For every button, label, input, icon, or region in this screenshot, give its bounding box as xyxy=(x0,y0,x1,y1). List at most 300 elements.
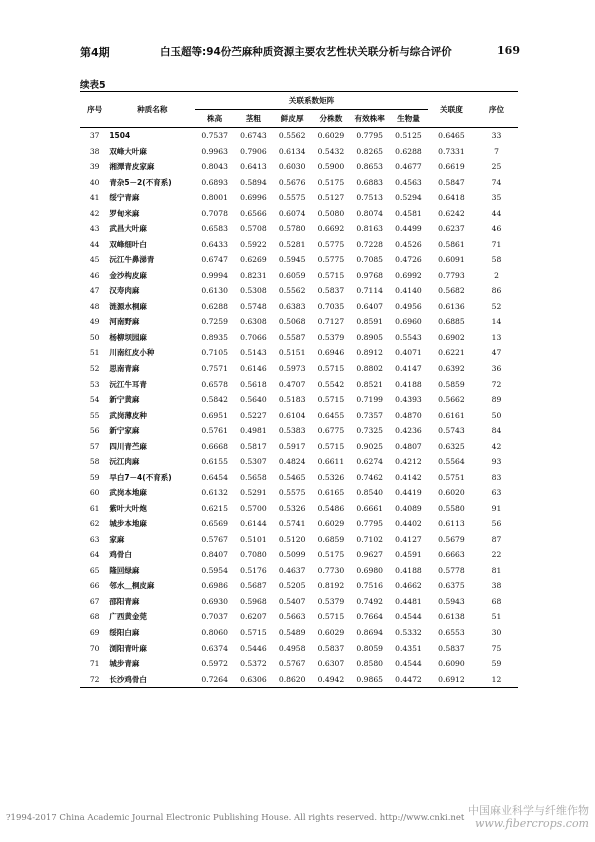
cell-coefficient: 0.5446 xyxy=(240,643,267,653)
cell-germplasm-name: 川南红皮小种 xyxy=(109,348,155,358)
cell-coefficient: 0.8580 xyxy=(356,659,383,669)
table-row xyxy=(80,283,518,299)
cell-coefficient: 0.5837 xyxy=(317,286,345,296)
cell-coefficient: 0.8905 xyxy=(356,332,383,342)
cell-coefficient: 0.5715 xyxy=(317,270,345,280)
cell-coefficient: 0.7080 xyxy=(240,550,267,560)
cell-coefficient: 0.6383 xyxy=(278,301,306,311)
cell-coefficient: 0.5281 xyxy=(278,239,306,249)
cell-degree: 0.6136 xyxy=(438,301,465,311)
cell-seq: 45 xyxy=(89,255,100,265)
cell-rank: 58 xyxy=(491,255,502,265)
cell-degree: 0.7793 xyxy=(438,270,465,280)
cell-coefficient: 0.6155 xyxy=(201,457,228,467)
cell-coefficient: 0.4581 xyxy=(395,208,422,218)
table-row xyxy=(80,361,518,377)
cell-coefficient: 0.6583 xyxy=(201,224,228,234)
cell-degree: 0.7331 xyxy=(438,146,465,156)
cell-coefficient: 0.6986 xyxy=(201,581,228,591)
cell-coefficient: 0.4140 xyxy=(395,286,422,296)
cell-coefficient: 0.6930 xyxy=(201,596,228,606)
cell-coefficient: 0.7105 xyxy=(201,348,228,358)
cell-coefficient: 0.7259 xyxy=(201,317,228,327)
table-row xyxy=(80,609,518,625)
cell-degree: 0.5943 xyxy=(438,596,465,606)
cell-degree: 0.5682 xyxy=(438,286,465,296)
cell-coefficient: 0.6692 xyxy=(317,224,345,234)
cell-coefficient: 0.5291 xyxy=(240,488,267,498)
table-row xyxy=(80,439,518,455)
cell-coefficient: 0.7199 xyxy=(356,395,383,405)
cell-coefficient: 0.5618 xyxy=(240,379,267,389)
cell-germplasm-name: 早白7－4(不育系) xyxy=(109,472,172,482)
cell-coefficient: 0.5708 xyxy=(240,224,267,234)
cell-germplasm-name: 河南野麻 xyxy=(109,317,140,327)
cell-seq: 60 xyxy=(89,488,100,498)
cell-germplasm-name: 双峰大叶麻 xyxy=(109,146,147,156)
cell-coefficient: 0.6132 xyxy=(201,488,228,498)
cell-degree: 0.5679 xyxy=(438,534,465,544)
cell-germplasm-name: 鸡骨白 xyxy=(109,550,132,560)
cell-coefficient: 0.6030 xyxy=(278,162,306,172)
cell-seq: 56 xyxy=(89,426,100,436)
cell-coefficient: 0.5954 xyxy=(201,565,228,575)
cell-degree: 0.5743 xyxy=(438,426,465,436)
cell-coefficient: 0.6104 xyxy=(278,410,306,420)
cell-coefficient: 0.6306 xyxy=(234,672,273,688)
cell-coefficient: 0.4807 xyxy=(395,441,422,451)
cell-coefficient: 0.4726 xyxy=(395,255,422,265)
cell-coefficient: 0.5227 xyxy=(240,410,267,420)
cell-seq: 48 xyxy=(89,301,100,311)
cell-coefficient: 0.9025 xyxy=(356,441,383,451)
cell-rank: 36 xyxy=(491,363,502,373)
cell-coefficient: 0.8935 xyxy=(201,332,228,342)
cell-coefficient: 0.9768 xyxy=(356,270,383,280)
cell-coefficient: 0.4677 xyxy=(395,162,422,172)
cell-coefficient: 0.7066 xyxy=(240,332,267,342)
cell-coefficient: 0.8407 xyxy=(201,550,228,560)
cell-coefficient: 0.7102 xyxy=(356,534,383,544)
cell-coefficient: 0.5486 xyxy=(317,503,345,513)
cell-coefficient: 0.5761 xyxy=(201,426,228,436)
col-header-matrix: 关联系数矩阵 xyxy=(195,92,428,110)
table-row xyxy=(80,252,518,268)
cell-seq: 49 xyxy=(89,317,100,327)
cell-rank: 12 xyxy=(475,672,518,688)
cell-coefficient: 0.7795 xyxy=(356,131,383,140)
article-title: 白玉超等:94份苎麻种质资源主要农艺性状关联分析与综合评价 xyxy=(160,46,452,58)
cell-coefficient: 0.8591 xyxy=(356,317,383,327)
cell-coefficient: 0.9994 xyxy=(201,270,228,280)
cell-coefficient: 0.7516 xyxy=(356,581,383,591)
cell-germplasm-name: 城步本地麻 xyxy=(109,519,147,529)
table-row xyxy=(80,641,518,657)
cell-germplasm-name: 武昌大叶麻 xyxy=(109,224,147,234)
table-row xyxy=(80,532,518,548)
cell-coefficient: 0.6274 xyxy=(356,457,383,467)
cell-rank: 68 xyxy=(491,596,502,606)
cell-coefficient: 0.6859 xyxy=(317,534,345,544)
cell-coefficient: 0.6747 xyxy=(201,255,228,265)
cell-coefficient: 0.6288 xyxy=(201,301,228,311)
cell-coefficient: 0.4472 xyxy=(389,672,428,688)
cell-coefficient: 0.5775 xyxy=(317,239,345,249)
cell-germplasm-name: 思南青麻 xyxy=(109,363,140,373)
table-row xyxy=(80,237,518,253)
watermark-line-2: www.fibercrops.com xyxy=(474,817,589,830)
cell-coefficient: 0.6960 xyxy=(395,317,422,327)
cell-germplasm-name: 武岗薄皮种 xyxy=(109,410,147,420)
cell-coefficient: 0.7906 xyxy=(240,146,267,156)
cell-coefficient: 0.5543 xyxy=(395,332,422,342)
cell-coefficient: 0.8694 xyxy=(356,628,383,637)
cell-coefficient: 0.6207 xyxy=(240,612,267,622)
table-row xyxy=(80,377,518,393)
table-row xyxy=(80,516,518,532)
cell-germplasm-name: 杨柳坝园麻 xyxy=(109,332,147,342)
cell-rank: 84 xyxy=(491,426,502,436)
cell-coefficient: 0.5099 xyxy=(278,550,306,560)
cell-degree: 0.6113 xyxy=(438,519,465,529)
cell-germplasm-name: 金沙构皮麻 xyxy=(109,270,147,280)
table-row xyxy=(80,485,518,501)
cell-coefficient: 0.5575 xyxy=(278,488,306,498)
cell-rank: 14 xyxy=(491,317,502,327)
cell-rank: 47 xyxy=(491,348,502,358)
cell-coefficient: 0.6883 xyxy=(356,177,383,187)
cell-coefficient: 0.4956 xyxy=(395,301,422,311)
cell-coefficient: 0.8001 xyxy=(201,193,228,203)
cell-degree: 0.6325 xyxy=(438,441,465,451)
cell-seq: 40 xyxy=(89,177,100,187)
cell-degree: 0.5564 xyxy=(438,457,465,467)
cell-germplasm-name: 家麻 xyxy=(109,534,125,544)
cell-rank: 86 xyxy=(491,286,502,296)
cell-coefficient: 0.4351 xyxy=(395,643,422,653)
cell-germplasm-name: 双峰细叶白 xyxy=(109,239,147,249)
cell-coefficient: 0.5715 xyxy=(317,612,345,622)
cell-rank: 56 xyxy=(491,519,502,529)
cell-coefficient: 0.6134 xyxy=(278,146,306,156)
cell-coefficient: 0.5183 xyxy=(278,395,306,405)
cell-germplasm-name: 隆回绿麻 xyxy=(109,565,140,575)
cell-coefficient: 0.9963 xyxy=(201,146,228,156)
cell-coefficient: 0.7664 xyxy=(356,612,383,622)
cell-seq: 62 xyxy=(89,519,100,529)
cell-seq: 51 xyxy=(89,348,100,358)
cell-coefficient: 0.4188 xyxy=(395,379,422,389)
cell-coefficient: 0.6980 xyxy=(356,565,383,575)
cell-rank: 72 xyxy=(491,379,502,389)
cell-coefficient: 0.5945 xyxy=(278,255,306,265)
cell-seq: 44 xyxy=(89,239,100,249)
cell-coefficient: 0.9865 xyxy=(350,672,389,688)
cell-coefficient: 0.5658 xyxy=(240,472,267,482)
cell-rank: 50 xyxy=(491,410,502,420)
cell-coefficient: 0.7513 xyxy=(356,193,383,203)
cell-degree: 0.5580 xyxy=(438,503,465,513)
cell-seq: 69 xyxy=(89,628,100,637)
cell-coefficient: 0.4544 xyxy=(395,659,422,669)
cell-coefficient: 0.5332 xyxy=(395,628,422,637)
cell-coefficient: 0.6029 xyxy=(317,519,345,529)
cell-coefficient: 0.5465 xyxy=(278,472,306,482)
cell-rank: 87 xyxy=(491,534,502,544)
cell-coefficient: 0.5127 xyxy=(317,193,345,203)
table-row xyxy=(80,190,518,206)
cell-coefficient: 0.5775 xyxy=(317,255,345,265)
cell-coefficient: 0.6611 xyxy=(317,457,345,467)
cell-germplasm-name: 绥阳白麻 xyxy=(109,628,140,637)
cell-coefficient: 0.8540 xyxy=(356,488,383,498)
cell-coefficient: 0.7264 xyxy=(195,672,234,688)
cell-coefficient: 0.5326 xyxy=(317,472,345,482)
cell-coefficient: 0.6407 xyxy=(356,301,383,311)
cell-seq: 46 xyxy=(89,270,100,280)
cell-coefficient: 0.5922 xyxy=(240,239,267,249)
col-header-degree: 关联度 xyxy=(428,92,475,128)
cell-coefficient: 0.8043 xyxy=(201,162,228,172)
cell-coefficient: 0.6578 xyxy=(201,379,228,389)
cell-germplasm-name: 青杂5－2(不育系) xyxy=(109,177,172,187)
cell-coefficient: 0.8060 xyxy=(201,628,228,637)
col-header-effective-rate: 有效株率 xyxy=(350,110,389,128)
cell-coefficient: 0.5379 xyxy=(317,596,345,606)
cell-germplasm-name: 汉寿肉麻 xyxy=(109,286,140,296)
table-row xyxy=(80,268,518,284)
cell-coefficient: 0.6566 xyxy=(240,208,267,218)
table-body xyxy=(80,128,518,688)
cell-coefficient: 0.8265 xyxy=(356,146,383,156)
cell-rank: 59 xyxy=(491,659,502,669)
cell-coefficient: 0.7730 xyxy=(317,565,345,575)
cell-coefficient: 0.5308 xyxy=(240,286,267,296)
cell-coefficient: 0.9627 xyxy=(356,550,383,560)
cell-coefficient: 0.5562 xyxy=(278,131,306,140)
cell-coefficient: 0.5715 xyxy=(317,441,345,451)
table-row xyxy=(80,423,518,439)
cell-coefficient: 0.5151 xyxy=(278,348,306,358)
cell-coefficient: 0.5640 xyxy=(240,395,267,405)
cell-rank: 42 xyxy=(491,441,502,451)
cell-coefficient: 0.4544 xyxy=(395,612,422,622)
cell-degree: 0.6090 xyxy=(438,659,465,669)
issue-number: 第4期 xyxy=(80,46,110,59)
cell-rank: 71 xyxy=(491,239,502,249)
cell-coefficient: 0.5676 xyxy=(278,177,306,187)
cell-coefficient: 0.7492 xyxy=(356,596,383,606)
cell-coefficient: 0.4499 xyxy=(395,224,422,234)
col-header-plant-height: 株高 xyxy=(195,110,234,128)
col-header-name: 种质名称 xyxy=(109,92,195,128)
cell-coefficient: 0.4212 xyxy=(395,457,422,467)
cell-coefficient: 0.7114 xyxy=(356,286,383,296)
cell-coefficient: 0.6059 xyxy=(278,270,306,280)
site-watermark xyxy=(468,804,589,830)
cell-rank: 93 xyxy=(491,457,502,467)
cell-coefficient: 0.5101 xyxy=(240,534,267,544)
cell-germplasm-name: 沅江牛鼻涕青 xyxy=(109,255,155,265)
cell-seq: 47 xyxy=(89,286,100,296)
cell-coefficient: 0.7795 xyxy=(356,519,383,529)
table-row xyxy=(80,159,518,175)
cell-germplasm-name: 沅江肉麻 xyxy=(109,457,140,467)
cell-germplasm-name: 长沙鸡骨白 xyxy=(109,672,195,688)
cell-degree: 0.6902 xyxy=(438,332,465,342)
cell-coefficient: 0.5175 xyxy=(317,550,345,560)
cell-coefficient: 0.4481 xyxy=(395,596,422,606)
cell-coefficient: 0.5120 xyxy=(278,534,306,544)
page-number: 169 xyxy=(497,44,520,57)
cell-coefficient: 0.5842 xyxy=(201,395,228,405)
cell-coefficient: 0.5780 xyxy=(278,224,306,234)
table-row xyxy=(80,594,518,610)
cell-germplasm-name: 绥宁青麻 xyxy=(109,193,140,203)
cell-coefficient: 0.6946 xyxy=(317,348,345,358)
cell-coefficient: 0.8912 xyxy=(356,348,383,358)
cell-coefficient: 0.4089 xyxy=(395,503,422,513)
cell-coefficient: 0.5383 xyxy=(278,426,306,436)
cell-coefficient: 0.6775 xyxy=(317,426,345,436)
cell-degree: 0.6375 xyxy=(438,581,465,591)
cell-rank: 74 xyxy=(491,177,502,187)
cell-coefficient: 0.5432 xyxy=(317,146,345,156)
cell-degree: 0.6242 xyxy=(438,208,465,218)
cell-seq: 57 xyxy=(89,441,100,451)
cell-coefficient: 0.4236 xyxy=(395,426,422,436)
cell-seq: 71 xyxy=(89,659,100,669)
cell-coefficient: 0.4142 xyxy=(395,472,422,482)
cell-seq: 50 xyxy=(89,332,100,342)
table-row xyxy=(80,314,518,330)
cell-coefficient: 0.4637 xyxy=(278,565,306,575)
cell-coefficient: 0.7357 xyxy=(356,410,383,420)
cell-degree: 0.6161 xyxy=(438,410,465,420)
cell-coefficient: 0.4071 xyxy=(395,348,422,358)
table-row xyxy=(80,392,518,408)
cell-coefficient: 0.6569 xyxy=(201,519,228,529)
cell-degree: 0.5847 xyxy=(438,177,465,187)
cell-seq: 53 xyxy=(89,379,100,389)
cell-rank: 22 xyxy=(491,550,502,560)
cell-coefficient: 0.8802 xyxy=(356,363,383,373)
cell-degree: 0.5662 xyxy=(438,395,465,405)
cell-rank: 44 xyxy=(491,208,502,218)
cell-coefficient: 0.5767 xyxy=(201,534,228,544)
cell-degree: 0.6553 xyxy=(438,628,465,637)
cell-seq: 68 xyxy=(89,612,100,622)
cell-degree: 0.6663 xyxy=(438,550,465,560)
cell-coefficient: 0.5587 xyxy=(278,332,306,342)
cell-rank: 91 xyxy=(491,503,502,513)
cell-coefficient: 0.5143 xyxy=(240,348,267,358)
cell-coefficient: 0.5715 xyxy=(317,363,345,373)
cell-rank: 75 xyxy=(491,643,502,653)
cell-seq: 37 xyxy=(89,131,100,140)
cell-coefficient: 0.8653 xyxy=(356,162,383,172)
cell-seq: 38 xyxy=(89,146,100,156)
cell-degree: 0.5861 xyxy=(438,239,465,249)
cell-degree: 0.6465 xyxy=(438,131,465,140)
cell-coefficient: 0.4662 xyxy=(395,581,422,591)
cell-germplasm-name: 城步青麻 xyxy=(109,659,140,669)
cell-coefficient: 0.4402 xyxy=(395,519,422,529)
cell-rank: 30 xyxy=(491,628,502,637)
cell-coefficient: 0.5379 xyxy=(317,332,345,342)
cell-coefficient: 0.6743 xyxy=(240,131,267,140)
cell-coefficient: 0.6074 xyxy=(278,208,306,218)
cell-coefficient: 0.8620 xyxy=(273,672,312,688)
cell-degree: 0.6912 xyxy=(428,672,475,688)
cell-seq: 58 xyxy=(89,457,100,467)
cell-degree: 0.5751 xyxy=(438,472,465,482)
cell-coefficient: 0.6308 xyxy=(240,317,267,327)
cell-coefficient: 0.5176 xyxy=(240,565,267,575)
cell-coefficient: 0.4393 xyxy=(395,395,422,405)
cell-coefficient: 0.5068 xyxy=(278,317,306,327)
cell-degree: 0.6091 xyxy=(438,255,465,265)
cell-coefficient: 0.7078 xyxy=(201,208,228,218)
cell-rank: 51 xyxy=(491,612,502,622)
cell-seq: 39 xyxy=(89,162,100,172)
cell-seq: 54 xyxy=(89,395,100,405)
cell-rank: 13 xyxy=(491,332,502,342)
cell-germplasm-name: 邻水＿桐皮麻 xyxy=(109,581,155,591)
cell-coefficient: 0.4591 xyxy=(395,550,422,560)
cell-coefficient: 0.7571 xyxy=(201,363,228,373)
cell-coefficient: 0.6413 xyxy=(240,162,267,172)
cell-degree: 0.6392 xyxy=(438,363,465,373)
copyright-footer: ?1994-2017 China Academic Journal Electronic Publishing House. All rights reserved. http://www.cnki.net xyxy=(6,813,465,823)
cell-degree: 0.6020 xyxy=(438,488,465,498)
cell-degree: 0.6138 xyxy=(438,612,465,622)
cell-coefficient: 0.5715 xyxy=(240,628,267,637)
cell-coefficient: 0.7228 xyxy=(356,239,383,249)
cell-coefficient: 0.4981 xyxy=(240,426,267,436)
cell-germplasm-name: 新宁黄麻 xyxy=(109,395,140,405)
cell-coefficient: 0.5542 xyxy=(317,379,345,389)
cell-coefficient: 0.6288 xyxy=(395,146,422,156)
cell-coefficient: 0.5294 xyxy=(395,193,422,203)
cell-coefficient: 0.6269 xyxy=(240,255,267,265)
cell-germplasm-name: 浏阳青叶麻 xyxy=(109,643,147,653)
col-header-seq: 序号 xyxy=(80,92,109,128)
col-header-biomass: 生物量 xyxy=(389,110,428,128)
cell-coefficient: 0.5575 xyxy=(278,193,306,203)
cell-seq: 67 xyxy=(89,596,100,606)
table-row xyxy=(80,345,518,361)
cell-coefficient: 0.8059 xyxy=(356,643,383,653)
cell-coefficient: 0.5687 xyxy=(240,581,267,591)
table-row xyxy=(80,625,518,641)
cell-coefficient: 0.6455 xyxy=(317,410,345,420)
table-row xyxy=(80,206,518,222)
cell-seq: 61 xyxy=(89,503,100,513)
cell-degree: 0.5859 xyxy=(438,379,465,389)
cell-coefficient: 0.5973 xyxy=(278,363,306,373)
cell-coefficient: 0.6307 xyxy=(317,659,345,669)
watermark-line-1: 中国麻业科学与纤维作物 xyxy=(468,804,589,817)
cell-coefficient: 0.5968 xyxy=(240,596,267,606)
cell-coefficient: 0.4188 xyxy=(395,565,422,575)
col-header-bark-thickness: 鲜皮厚 xyxy=(273,110,312,128)
cell-seq: 52 xyxy=(89,363,100,373)
cell-seq: 66 xyxy=(89,581,100,591)
cell-rank: 46 xyxy=(491,224,502,234)
cell-coefficient: 0.6893 xyxy=(201,177,228,187)
cell-degree: 0.6221 xyxy=(438,348,465,358)
